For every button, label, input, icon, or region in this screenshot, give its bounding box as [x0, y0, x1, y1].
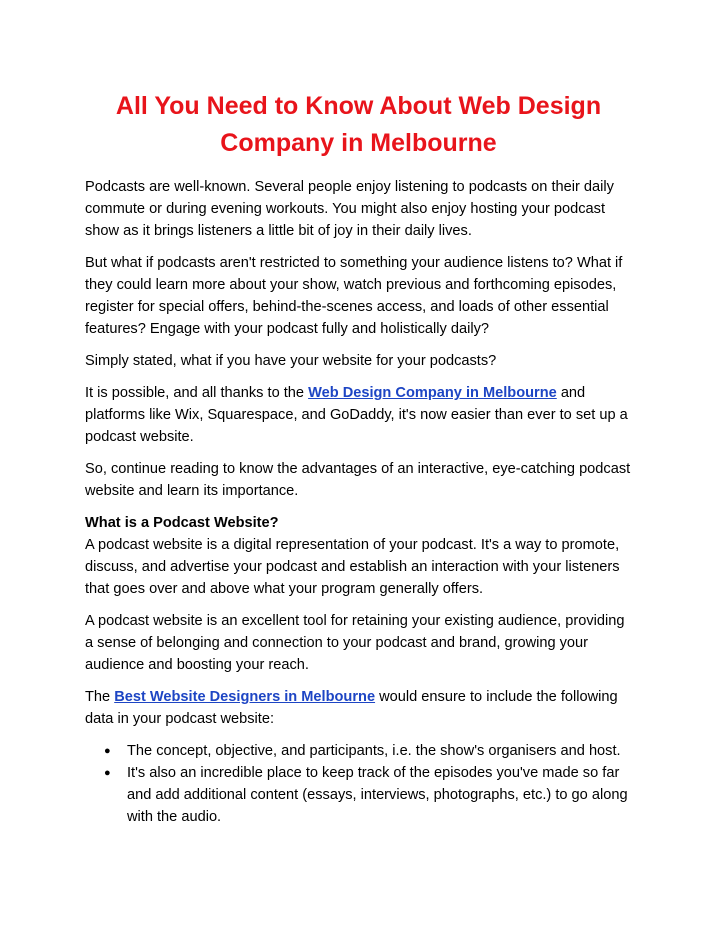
- paragraph-intro: Podcasts are well-known. Several people enjoy listening to podcasts on their daily commute or during evening workouts. You might also enjoy hosting your podcast show as it brings listeners a little bit of joy in their daily lives.: [85, 179, 614, 239]
- document-title: [85, 88, 632, 162]
- paragraph-excellent-tool: A podcast website is an excellent tool for retaining your existing audience, providing a sense of belonging and connection to your podcast and brand, growing your audience and boosting your reach.: [85, 613, 625, 673]
- best-website-designers-link[interactable]: Best Website Designers in Melbourne: [114, 689, 376, 705]
- paragraph-definition: A podcast website is a digital representation of your podcast. It's a way to promote, discuss, and advertise your podcast and establish an interaction with your listeners that goes over and above what your program generally offers.: [85, 537, 620, 597]
- bullet-icon: ●: [104, 745, 111, 757]
- paragraph-continue-reading: So, continue reading to know the advantages of an interactive, eye-catching podcast website and learn its importance.: [85, 461, 631, 499]
- section-heading: What is a Podcast Website?: [85, 515, 279, 531]
- text-after-link: would ensure to include the following data in your podcast website:: [85, 689, 618, 727]
- title-line-1: All You Need to Know About Web Design: [115, 92, 602, 120]
- web-design-company-link[interactable]: Web Design Company in Melbourne: [308, 385, 557, 401]
- bullet-icon: ●: [104, 767, 111, 779]
- list-item-text: It's also an incredible place to keep track of the episodes you've made so far and add additional content (essays, interviews, photographs, etc.) to go along with the audio.: [127, 765, 628, 825]
- paragraph-simply-stated: Simply stated, what if you have your website for your podcasts?: [85, 353, 497, 369]
- list-item: [85, 740, 632, 762]
- text-before-link: It is possible, and all thanks to the: [85, 385, 309, 401]
- list-item: [85, 762, 632, 828]
- paragraph-possible: [85, 382, 632, 448]
- list-item-text: The concept, objective, and participants, i.e. the show's organisers and host.: [127, 743, 621, 759]
- title-line-2: Company in Melbourne: [220, 129, 497, 157]
- text-before-link: The: [85, 689, 115, 705]
- paragraph-what-if: But what if podcasts aren't restricted to something your audience listens to? What if they could learn more about your show, watch previous and forthcoming episodes, register for special offers, behind-the-scenes access, and loads of other essential features? Engage with your podcast fully and holistically daily?: [85, 255, 623, 337]
- text-after-link: and platforms like Wix, Squarespace, and GoDaddy, it's now easier than ever to set up a podcast website.: [85, 385, 628, 445]
- bullet-list: [85, 740, 632, 828]
- paragraph-best-designers: [85, 686, 632, 730]
